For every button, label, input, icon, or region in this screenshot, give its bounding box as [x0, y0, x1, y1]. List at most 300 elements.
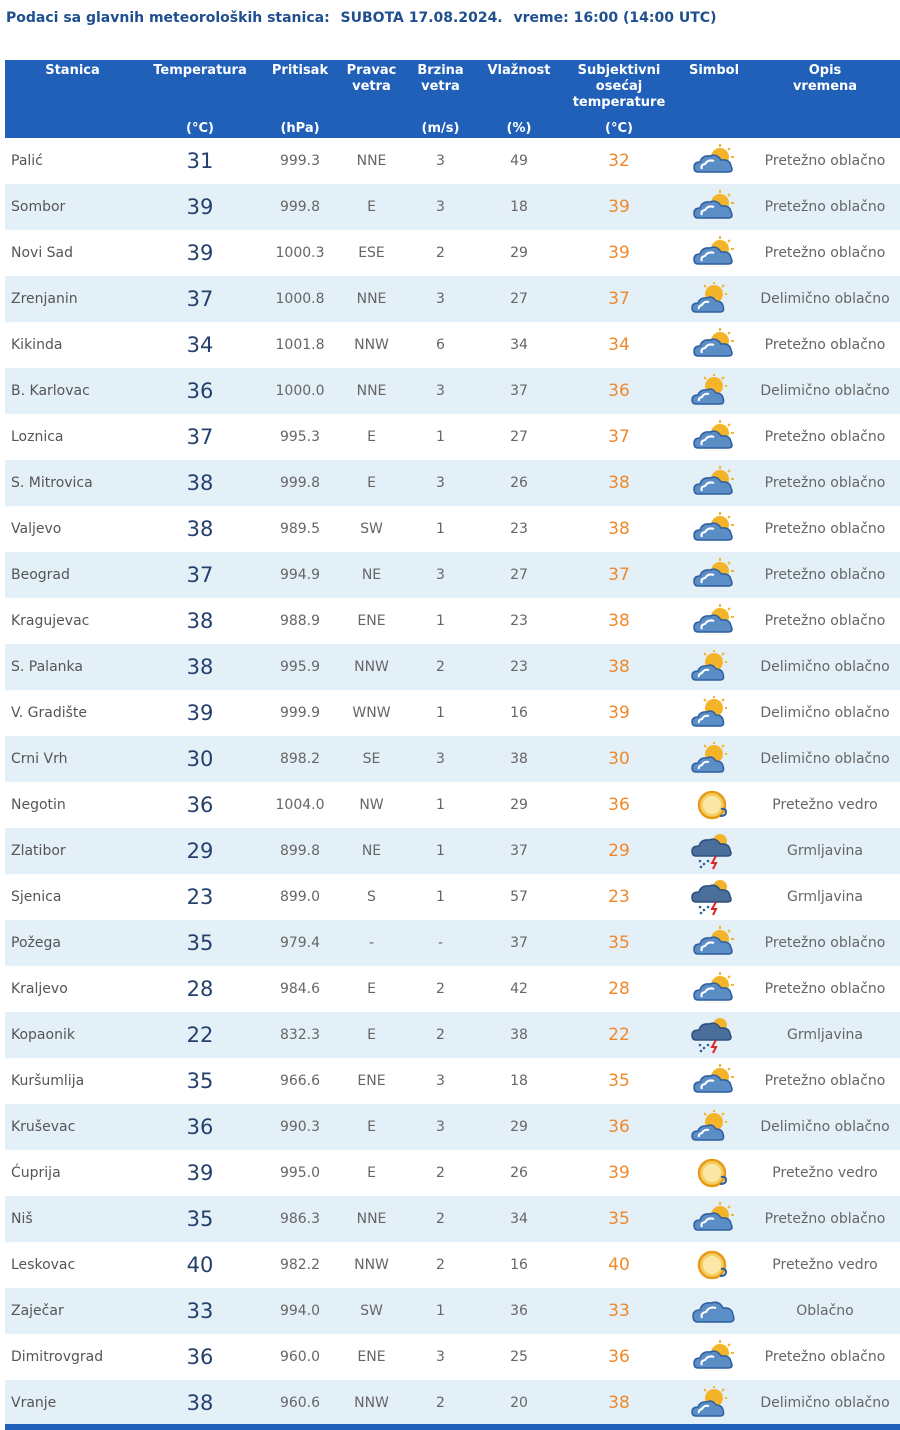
feels-like-value: 36 — [608, 795, 630, 815]
thunderstorm-icon — [678, 878, 750, 916]
wind-speed-value: 1 — [436, 705, 445, 721]
wind-speed-value: 1 — [436, 1303, 445, 1319]
weather-description: Pretežno oblačno — [764, 152, 886, 169]
wind-speed-value: 3 — [436, 291, 445, 307]
weather-symbol-cell — [678, 1012, 750, 1058]
table-row — [5, 598, 900, 644]
wind-direction-value: E — [367, 981, 376, 997]
wind-direction-value: NNE — [356, 1211, 387, 1227]
station-name: Kopaonik — [11, 1027, 75, 1043]
feels-like-value: 34 — [608, 335, 630, 355]
temperature-value: 28 — [186, 977, 214, 1001]
wind-speed-value: 1 — [436, 429, 445, 445]
weather-description: Pretežno oblačno — [764, 980, 886, 997]
weather-table — [5, 60, 900, 1426]
pressure-value: 979.4 — [279, 935, 321, 951]
temperature-value: 29 — [186, 839, 214, 863]
station-name: Zlatibor — [11, 843, 66, 859]
table-row — [5, 506, 900, 552]
humidity-value: 26 — [510, 1165, 528, 1181]
humidity-value: 16 — [510, 705, 528, 721]
feels-like-value: 38 — [608, 519, 630, 539]
table-row — [5, 414, 900, 460]
pressure-value: 1000.0 — [275, 383, 325, 399]
weather-symbol-cell — [678, 1104, 750, 1150]
wind-speed-value: 2 — [436, 245, 445, 261]
station-name: Palić — [11, 153, 43, 169]
table-row — [5, 874, 900, 920]
feels-like-value: 35 — [608, 1209, 630, 1229]
temperature-value: 38 — [186, 517, 214, 541]
weather-symbol-cell — [678, 322, 750, 368]
weather-symbol-cell — [678, 1150, 750, 1196]
weather-symbol-cell — [678, 276, 750, 322]
wind-speed-value: 3 — [436, 1073, 445, 1089]
temperature-value: 36 — [186, 1115, 214, 1139]
station-name: Kraljevo — [11, 981, 68, 997]
weather-description: Pretežno oblačno — [764, 474, 886, 491]
wind-speed-value: - — [437, 935, 444, 951]
station-name: S. Palanka — [11, 659, 83, 675]
col-header-wind-speed[interactable]: Brzina vetra (m/s) — [403, 60, 478, 138]
table-row — [5, 1242, 900, 1288]
wind-direction-value: ENE — [357, 1073, 386, 1089]
temperature-value: 30 — [186, 747, 214, 771]
pressure-value: 988.9 — [279, 613, 321, 629]
humidity-value: 57 — [510, 889, 528, 905]
weather-description: Delimično oblačno — [760, 382, 890, 399]
table-body — [5, 138, 900, 1426]
station-name: Niš — [11, 1211, 33, 1227]
pressure-value: 995.3 — [279, 429, 321, 445]
humidity-value: 27 — [510, 567, 528, 583]
col-header-pressure[interactable]: Pritisak (hPa) — [260, 60, 340, 138]
temperature-value: 38 — [186, 655, 214, 679]
thunderstorm-icon — [678, 832, 750, 870]
wind-speed-value: 6 — [436, 337, 445, 353]
pressure-value: 995.0 — [279, 1165, 321, 1181]
wind-speed-value: 1 — [436, 797, 445, 813]
temperature-value: 33 — [186, 1299, 214, 1323]
feels-like-value: 38 — [608, 611, 630, 631]
humidity-value: 20 — [510, 1395, 528, 1411]
temperature-value: 36 — [186, 379, 214, 403]
wind-speed-value: 2 — [436, 659, 445, 675]
humidity-value: 37 — [510, 935, 528, 951]
table-row — [5, 736, 900, 782]
wind-direction-value: E — [367, 1119, 376, 1135]
partly-cloudy-icon — [678, 374, 750, 408]
weather-symbol-cell — [678, 1058, 750, 1104]
station-name: Negotin — [11, 797, 66, 813]
station-name: V. Gradište — [11, 705, 88, 721]
partly-cloudy-icon — [678, 742, 750, 776]
mostly-cloudy-icon — [678, 1340, 750, 1374]
wind-speed-value: 3 — [436, 567, 445, 583]
wind-speed-value: 1 — [436, 521, 445, 537]
wind-direction-value: SW — [360, 521, 383, 537]
humidity-value: 16 — [510, 1257, 528, 1273]
pressure-value: 986.3 — [279, 1211, 321, 1227]
station-name: Kragujevac — [11, 613, 90, 629]
temperature-value: 35 — [186, 1207, 214, 1231]
wind-direction-value: ENE — [357, 613, 386, 629]
wind-direction-value: E — [367, 199, 376, 215]
partly-cloudy-icon — [678, 696, 750, 730]
temperature-value: 37 — [186, 563, 214, 587]
wind-direction-value: NNW — [354, 659, 389, 675]
table-row — [5, 138, 900, 184]
col-header-description[interactable]: Opis vremena — [750, 60, 900, 138]
pressure-value: 899.8 — [279, 843, 321, 859]
mostly-cloudy-icon — [678, 604, 750, 638]
weather-symbol-cell — [678, 644, 750, 690]
feels-like-value: 30 — [608, 749, 630, 769]
humidity-value: 38 — [510, 1027, 528, 1043]
humidity-value: 34 — [510, 1211, 528, 1227]
mostly-cloudy-icon — [678, 926, 750, 960]
wind-direction-value: NNE — [356, 291, 387, 307]
humidity-value: 37 — [510, 843, 528, 859]
col-header-temperature[interactable]: Temperatura (°C) — [140, 60, 260, 138]
weather-symbol-cell — [678, 552, 750, 598]
partly-cloudy-icon — [678, 1386, 750, 1420]
wind-direction-value: E — [367, 1027, 376, 1043]
col-header-humidity[interactable]: Vlažnost (%) — [478, 60, 560, 138]
wind-direction-value: NW — [359, 797, 384, 813]
wind-speed-value: 3 — [436, 199, 445, 215]
wind-speed-value: 3 — [436, 153, 445, 169]
wind-direction-value: NE — [361, 567, 382, 583]
pressure-value: 990.3 — [279, 1119, 321, 1135]
feels-like-value: 29 — [608, 841, 630, 861]
pressure-value: 966.6 — [279, 1073, 321, 1089]
station-name: Loznica — [11, 429, 64, 445]
weather-description: Pretežno oblačno — [764, 520, 886, 537]
station-name: Zaječar — [11, 1303, 64, 1319]
table-row — [5, 368, 900, 414]
mostly-cloudy-icon — [678, 190, 750, 224]
temperature-value: 39 — [186, 241, 214, 265]
title-label: Podaci sa glavnih meteoroloških stanica: — [6, 10, 330, 26]
table-row — [5, 690, 900, 736]
weather-description: Pretežno oblačno — [764, 198, 886, 215]
humidity-value: 37 — [510, 383, 528, 399]
temperature-value: 37 — [186, 425, 214, 449]
pressure-value: 999.9 — [279, 705, 321, 721]
humidity-value: 26 — [510, 475, 528, 491]
wind-direction-value: S — [367, 889, 376, 905]
table-row — [5, 230, 900, 276]
partly-cloudy-icon — [678, 650, 750, 684]
weather-description: Delimično oblačno — [760, 1394, 890, 1411]
wind-direction-value: NE — [361, 843, 382, 859]
weather-description: Delimično oblačno — [760, 750, 890, 767]
station-name: Sombor — [11, 199, 66, 215]
mostly-clear-icon — [678, 786, 750, 824]
weather-description: Delimično oblačno — [760, 290, 890, 307]
pressure-value: 832.3 — [279, 1027, 321, 1043]
pressure-value: 995.9 — [279, 659, 321, 675]
weather-symbol-cell — [678, 1196, 750, 1242]
mostly-cloudy-icon — [678, 236, 750, 270]
weather-description: Pretežno oblačno — [764, 934, 886, 951]
weather-description: Pretežno oblačno — [764, 1210, 886, 1227]
station-name: Ćuprija — [11, 1165, 61, 1181]
humidity-value: 27 — [510, 291, 528, 307]
weather-symbol-cell — [678, 920, 750, 966]
mostly-cloudy-icon — [678, 1202, 750, 1236]
station-name: Kruševac — [11, 1119, 76, 1135]
station-name: Beograd — [11, 567, 70, 583]
pressure-value: 999.8 — [279, 475, 321, 491]
weather-symbol-cell — [678, 1380, 750, 1426]
humidity-value: 38 — [510, 751, 528, 767]
weather-description: Pretežno oblačno — [764, 336, 886, 353]
station-name: Kikinda — [11, 337, 63, 353]
wind-speed-value: 2 — [436, 1165, 445, 1181]
partly-cloudy-icon — [678, 282, 750, 316]
station-name: B. Karlovac — [11, 383, 90, 399]
wind-direction-value: NNE — [356, 383, 387, 399]
weather-description: Pretežno oblačno — [764, 612, 886, 629]
col-header-feels-like[interactable]: Subjektivni osećaj temperature (°C) — [560, 60, 678, 138]
temperature-value: 38 — [186, 471, 214, 495]
weather-symbol-cell — [678, 1288, 750, 1334]
station-name: S. Mitrovica — [11, 475, 93, 491]
wind-direction-value: - — [368, 935, 375, 951]
wind-direction-value: ESE — [358, 245, 385, 261]
wind-speed-value: 2 — [436, 1395, 445, 1411]
table-row — [5, 1150, 900, 1196]
temperature-value: 35 — [186, 931, 214, 955]
humidity-value: 23 — [510, 613, 528, 629]
mostly-clear-icon — [678, 1154, 750, 1192]
humidity-value: 29 — [510, 1119, 528, 1135]
feels-like-value: 38 — [608, 1393, 630, 1413]
wind-direction-value: NNE — [356, 153, 387, 169]
weather-description: Pretežno oblačno — [764, 428, 886, 445]
feels-like-value: 36 — [608, 1347, 630, 1367]
weather-description: Grmljavina — [787, 888, 863, 905]
mostly-cloudy-icon — [678, 512, 750, 546]
weather-symbol-cell — [678, 828, 750, 874]
weather-description: Pretežno oblačno — [764, 1072, 886, 1089]
table-row — [5, 460, 900, 506]
pressure-value: 1001.8 — [275, 337, 325, 353]
humidity-value: 34 — [510, 337, 528, 353]
footer-bar — [5, 1424, 900, 1430]
weather-symbol-cell — [678, 368, 750, 414]
mostly-cloudy-icon — [678, 328, 750, 362]
table-header-row — [5, 60, 900, 138]
feels-like-value: 36 — [608, 1117, 630, 1137]
humidity-value: 23 — [510, 659, 528, 675]
weather-symbol-cell — [678, 506, 750, 552]
weather-description: Pretežno vedro — [772, 796, 878, 813]
wind-direction-value: NNW — [354, 1257, 389, 1273]
table-row — [5, 276, 900, 322]
humidity-value: 36 — [510, 1303, 528, 1319]
table-row — [5, 1058, 900, 1104]
table-row — [5, 1104, 900, 1150]
weather-symbol-cell — [678, 184, 750, 230]
temperature-value: 39 — [186, 701, 214, 725]
temperature-value: 36 — [186, 1345, 214, 1369]
pressure-value: 994.9 — [279, 567, 321, 583]
cloudy-icon — [678, 1294, 750, 1328]
wind-speed-value: 2 — [436, 1257, 445, 1273]
wind-direction-value: NNW — [354, 1395, 389, 1411]
station-name: Zrenjanin — [11, 291, 78, 307]
table-row — [5, 1334, 900, 1380]
weather-symbol-cell — [678, 230, 750, 276]
weather-description: Pretežno oblačno — [764, 1348, 886, 1365]
station-name: Požega — [11, 935, 61, 951]
title-time: vreme: 16:00 (14:00 UTC) — [513, 10, 717, 26]
humidity-value: 25 — [510, 1349, 528, 1365]
weather-symbol-cell — [678, 1242, 750, 1288]
feels-like-value: 23 — [608, 887, 630, 907]
feels-like-value: 39 — [608, 1163, 630, 1183]
mostly-cloudy-icon — [678, 1064, 750, 1098]
weather-description: Pretežno oblačno — [764, 566, 886, 583]
station-name: Novi Sad — [11, 245, 74, 261]
feels-like-value: 39 — [608, 243, 630, 263]
feels-like-value: 37 — [608, 289, 630, 309]
title-date: SUBOTA 17.08.2024. — [340, 10, 503, 26]
humidity-value: 18 — [510, 1073, 528, 1089]
weather-description: Grmljavina — [787, 1026, 863, 1043]
weather-symbol-cell — [678, 874, 750, 920]
weather-description: Delimično oblačno — [760, 704, 890, 721]
wind-speed-value: 3 — [436, 1119, 445, 1135]
temperature-value: 35 — [186, 1069, 214, 1093]
wind-speed-value: 2 — [436, 1211, 445, 1227]
pressure-value: 1004.0 — [275, 797, 325, 813]
weather-symbol-cell — [678, 782, 750, 828]
wind-speed-value: 1 — [436, 843, 445, 859]
weather-description: Delimično oblačno — [760, 658, 890, 675]
temperature-value: 39 — [186, 1161, 214, 1185]
weather-symbol-cell — [678, 598, 750, 644]
wind-direction-value: E — [367, 429, 376, 445]
table-row — [5, 1380, 900, 1426]
table-row — [5, 1288, 900, 1334]
weather-description: Pretežno vedro — [772, 1256, 878, 1273]
humidity-value: 23 — [510, 521, 528, 537]
temperature-value: 34 — [186, 333, 214, 357]
pressure-value: 899.0 — [279, 889, 321, 905]
table-row — [5, 552, 900, 598]
temperature-value: 22 — [186, 1023, 214, 1047]
pressure-value: 898.2 — [279, 751, 321, 767]
weather-description: Oblačno — [796, 1302, 854, 1319]
station-name: Kuršumlija — [11, 1073, 85, 1089]
table-row — [5, 966, 900, 1012]
wind-speed-value: 2 — [436, 1027, 445, 1043]
feels-like-value: 39 — [608, 703, 630, 723]
station-name: Vranje — [11, 1395, 57, 1411]
pressure-value: 1000.8 — [275, 291, 325, 307]
wind-direction-value: NNW — [354, 337, 389, 353]
mostly-clear-icon — [678, 1246, 750, 1284]
wind-speed-value: 2 — [436, 981, 445, 997]
mostly-cloudy-icon — [678, 144, 750, 178]
humidity-value: 29 — [510, 245, 528, 261]
weather-description: Grmljavina — [787, 842, 863, 859]
weather-symbol-cell — [678, 1334, 750, 1380]
weather-description: Pretežno oblačno — [764, 244, 886, 261]
thunderstorm-icon — [678, 1016, 750, 1054]
feels-like-value: 35 — [608, 933, 630, 953]
pressure-value: 994.0 — [279, 1303, 321, 1319]
wind-speed-value: 3 — [436, 475, 445, 491]
wind-direction-value: E — [367, 475, 376, 491]
table-row — [5, 184, 900, 230]
pressure-value: 960.6 — [279, 1395, 321, 1411]
col-header-wind-direction[interactable]: Pravac vetra — [340, 60, 403, 138]
wind-speed-value: 3 — [436, 751, 445, 767]
pressure-value: 989.5 — [279, 521, 321, 537]
temperature-value: 31 — [186, 149, 214, 173]
temperature-value: 39 — [186, 195, 214, 219]
weather-description: Pretežno vedro — [772, 1164, 878, 1181]
wind-direction-value: SW — [360, 1303, 383, 1319]
feels-like-value: 39 — [608, 197, 630, 217]
humidity-value: 27 — [510, 429, 528, 445]
humidity-value: 49 — [510, 153, 528, 169]
temperature-value: 40 — [186, 1253, 214, 1277]
humidity-value: 29 — [510, 797, 528, 813]
table-row — [5, 782, 900, 828]
wind-direction-value: E — [367, 1165, 376, 1181]
humidity-value: 18 — [510, 199, 528, 215]
wind-speed-value: 1 — [436, 613, 445, 629]
pressure-value: 999.3 — [279, 153, 321, 169]
wind-direction-value: ENE — [357, 1349, 386, 1365]
pressure-value: 999.8 — [279, 199, 321, 215]
feels-like-value: 36 — [608, 381, 630, 401]
feels-like-value: 38 — [608, 657, 630, 677]
col-header-station[interactable]: Stanica — [5, 60, 140, 138]
feels-like-value: 32 — [608, 151, 630, 171]
feels-like-value: 28 — [608, 979, 630, 999]
weather-description: Delimično oblačno — [760, 1118, 890, 1135]
col-header-symbol[interactable]: Simbol — [678, 60, 750, 138]
station-name: Leskovac — [11, 1257, 76, 1273]
feels-like-value: 40 — [608, 1255, 630, 1275]
temperature-value: 36 — [186, 793, 214, 817]
table-row — [5, 1012, 900, 1058]
table-row — [5, 644, 900, 690]
feels-like-value: 22 — [608, 1025, 630, 1045]
station-name: Crni Vrh — [11, 751, 68, 767]
mostly-cloudy-icon — [678, 420, 750, 454]
station-name: Dimitrovgrad — [11, 1349, 104, 1365]
mostly-cloudy-icon — [678, 466, 750, 500]
feels-like-value: 38 — [608, 473, 630, 493]
temperature-value: 23 — [186, 885, 214, 909]
table-row — [5, 322, 900, 368]
weather-symbol-cell — [678, 414, 750, 460]
feels-like-value: 37 — [608, 565, 630, 585]
feels-like-value: 33 — [608, 1301, 630, 1321]
weather-symbol-cell — [678, 966, 750, 1012]
pressure-value: 984.6 — [279, 981, 321, 997]
wind-direction-value: SE — [362, 751, 381, 767]
station-name: Valjevo — [11, 521, 62, 537]
